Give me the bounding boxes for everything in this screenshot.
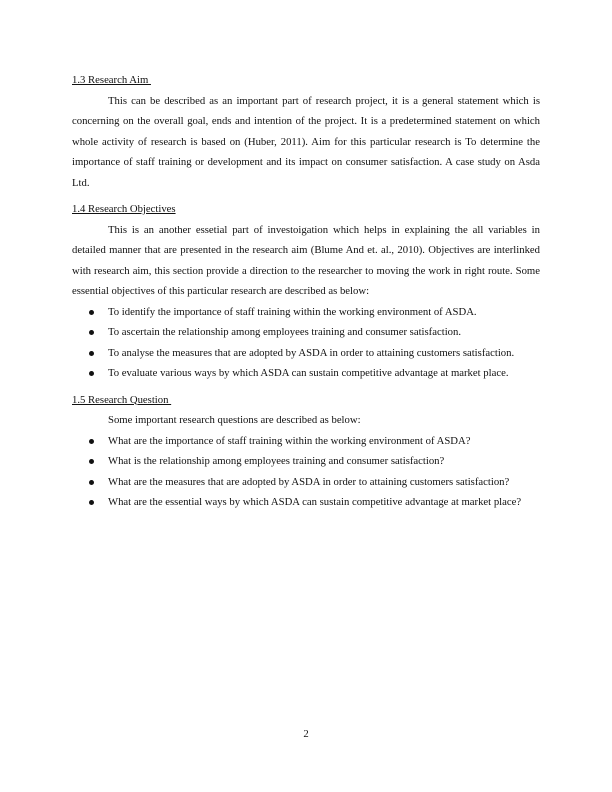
bullet-icon — [89, 310, 94, 315]
question-text: What is the relationship among employees training and consumer satisfaction? — [108, 455, 445, 467]
objectives-list — [72, 302, 540, 384]
section-research-aim — [72, 70, 540, 193]
page-number: 2 — [303, 728, 309, 740]
bullet-icon — [89, 439, 94, 444]
heading-research-aim: 1.3 Research Aim — [72, 74, 151, 86]
bullet-icon — [89, 480, 94, 485]
bullet-icon — [89, 330, 94, 335]
question-text: What are the measures that are adopted by ASDA in order to attaining customers satisfaction? — [108, 475, 510, 488]
objective-text: To evaluate various ways by which ASDA can sustain competitive advantage at market place. — [108, 367, 509, 379]
question-item — [72, 472, 540, 493]
question-item — [72, 451, 540, 472]
objective-item — [72, 302, 540, 323]
paragraph-research-question: Some important research questions are described as below: — [108, 414, 361, 426]
question-item — [72, 492, 540, 513]
objective-text: To identify the importance of staff training within the working environment of ASDA. — [108, 305, 477, 318]
objective-item — [72, 343, 540, 364]
document-page — [72, 70, 540, 519]
heading-research-objectives: 1.4 Research Objectives — [72, 203, 176, 215]
question-text: What are the importance of staff training within the working environment of ASDA? — [108, 434, 471, 447]
bullet-icon — [89, 500, 94, 505]
bullet-icon — [89, 351, 94, 356]
section-research-question — [72, 390, 540, 513]
paragraph-research-objectives: This is an another essetial part of investoigation which helps in explaining the all variables in detailed manner that are presented in the research aim (Blume And et. al., 2010). Objectives are interlinked with research aim, this section provide a direction to the researcher to moving the work in right route. Some essential objectives of this particular research are described as below: — [72, 223, 540, 297]
question-item — [72, 431, 540, 452]
bullet-icon — [89, 459, 94, 464]
objective-item — [72, 363, 540, 384]
questions-list — [72, 431, 540, 513]
section-research-objectives — [72, 199, 540, 384]
bullet-icon — [89, 371, 94, 376]
question-text: What are the essential ways by which ASDA can sustain competitive advantage at market place? — [108, 496, 522, 508]
objective-item — [72, 322, 540, 343]
objective-text: To ascertain the relationship among employees training and consumer satisfaction. — [108, 326, 462, 338]
paragraph-research-aim: This can be described as an important part of research project, it is a general statement which is concerning on the overall goal, ends and intention of the project. It is a predetermined statement on which whole activity of research is based on (Huber, 2011). Aim for this particular research is To determine the importance of staff training or development and its impact on consumer satisfaction. A case study on Asda Ltd. — [72, 94, 540, 189]
objective-text: To analyse the measures that are adopted by ASDA in order to attaining customers satisfaction. — [108, 346, 515, 359]
heading-research-question: 1.5 Research Question — [72, 393, 172, 406]
